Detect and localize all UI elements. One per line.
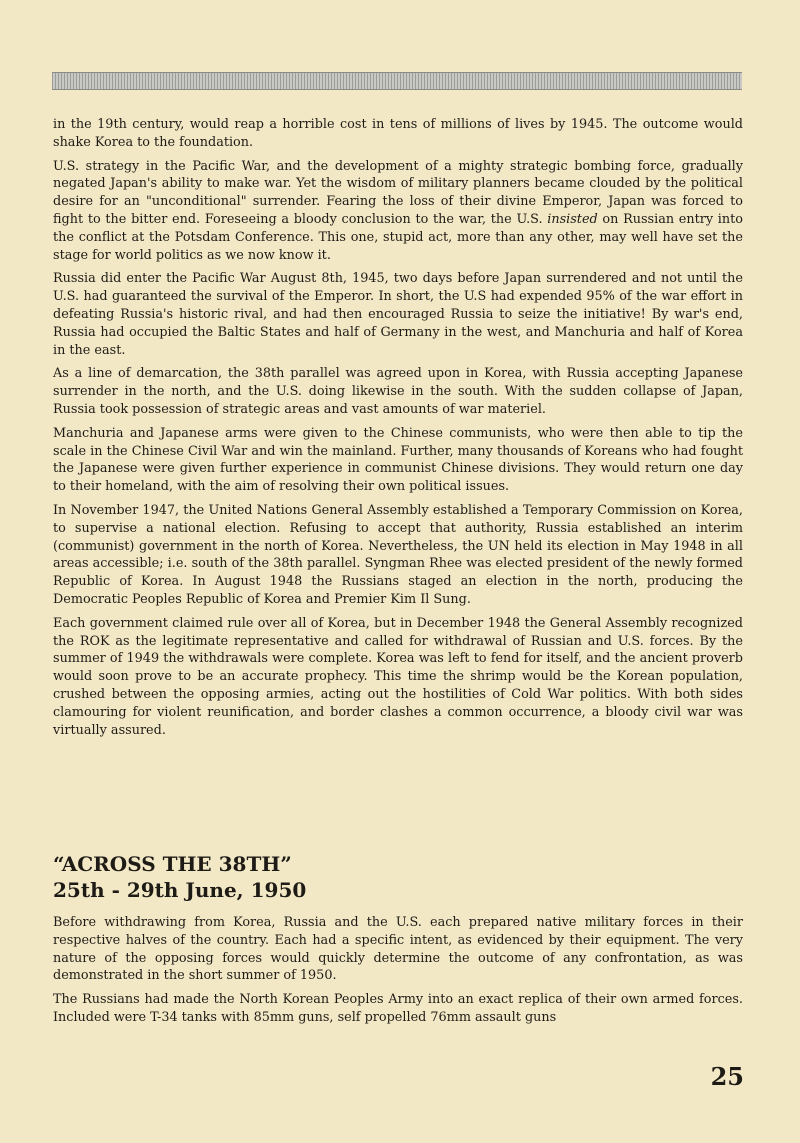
paragraph: U.S. strategy in the Pacific War, and the development of a mighty strategic bombing force, gradually negated Japan's ability to make war. Yet the wisdom of military planners became clouded by the political desire for an "unconditional" surrender. Fearing the loss of their divine Emperor, Japan was forced to fight to the bitter end. Foreseeing a bloody conclusion to the war, the U.S. insisted on Russian entry into the conflict at the Potsdam Conference. This one, stupid act, more than any other, may well have set the stage for world politics as we now know it. (53, 158, 743, 263)
section-body-text (53, 914, 743, 1033)
section-heading (53, 851, 743, 903)
paragraph: Each government claimed rule over all of Korea, but in December 1948 the General Assembly recognized the ROK as the legitimate representative and called for withdrawal of Russian and U.S. forces. By the summer of 1949 the withdrawals were complete. Korea was left to fend for itself, and the ancient proverb would soon prove to be an accurate prophecy. This time the shrimp would be the Korean population, crushed between the opposing armies, acting out the hostilities of Cold War politics. With both sides clamouring for violent reunification, and border clashes a common occurrence, a bloody civil war was virtually assured. (53, 615, 743, 738)
paragraph: In November 1947, the United Nations General Assembly established a Temporary Commission on Korea, to supervise a national election. Refusing to accept that authority, Russia established an interim (communist) government in the north of Korea. Nevertheless, the UN held its election in May 1948 in all areas accessible; i.e. south of the 38th parallel. Syngman Rhee was elected president of the newly formed Republic of Korea. In August 1948 the Russians staged an election in the north, producing the Democratic Peoples Republic of Korea and Premier Kim Il Sung. (53, 502, 743, 607)
section-dates: 25th - 29th June, 1950 (53, 878, 307, 902)
section-title: “ACROSS THE 38TH” (53, 852, 292, 876)
paragraph: in the 19th century, would reap a horrible cost in tens of millions of lives by 1945. The outcome would shake Korea to the foundation. (53, 117, 743, 150)
page-number: 25 (710, 1062, 744, 1091)
paragraph: Russia did enter the Pacific War August 8th, 1945, two days before Japan surrendered and not until the U.S. had guaranteed the survival of the Emperor. In short, the U.S had expended 95% of the war effort in defeating Russia's historic rival, and had then encouraged Russia to seize the initiative! By war's end, Russia had occupied the Baltic States and half of Germany in the west, and Manchuria and half of Korea in the east. (53, 271, 743, 358)
emphasis: insisted (547, 211, 598, 227)
paragraph: Manchuria and Japanese arms were given to the Chinese communists, who were then able to tip the scale in the Chinese Civil War and win the mainland. Further, many thousands of Koreans who had fought the Japanese were given further experience in communist Chinese divisions. They would return one day to their homeland, with the aim of resolving their own political issues. (53, 425, 743, 495)
body-text (53, 116, 743, 739)
header-rule (52, 72, 742, 90)
paragraph: The Russians had made the North Korean Peoples Army into an exact replica of their own armed forces. Included were T-34 tanks with 85mm guns, self propelled 76mm assault guns (53, 992, 743, 1025)
paragraph: Before withdrawing from Korea, Russia and the U.S. each prepared native military forces in their respective halves of the country. Each had a specific intent, as evidenced by their equipment. The very nature of the opposing forces would quickly determine the outcome of any confrontation, as was demonstrated in the short summer of 1950. (53, 915, 743, 984)
paragraph: As a line of demarcation, the 38th parallel was agreed upon in Korea, with Russia accepting Japanese surrender in the north, and the U.S. doing likewise in the south. With the sudden collapse of Japan, Russia took possession of strategic areas and vast amounts of war materiel. (53, 366, 743, 417)
